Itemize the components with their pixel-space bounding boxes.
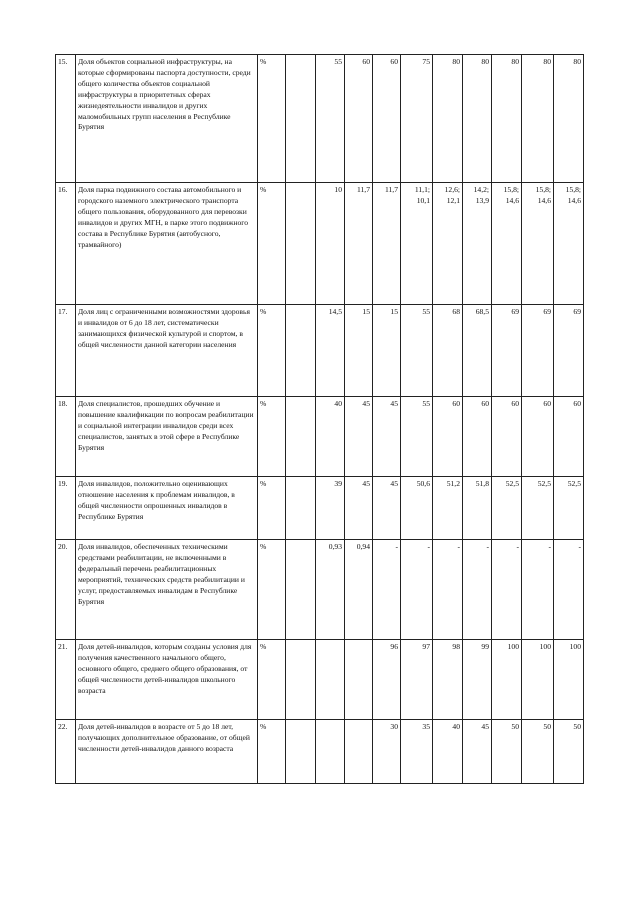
value-cell	[345, 720, 373, 784]
value-cell: 97	[401, 640, 433, 720]
value-cell: 60	[373, 55, 401, 183]
value-cell: 50	[492, 720, 522, 784]
value-cell: -	[522, 540, 554, 640]
value-cell: 100	[522, 640, 554, 720]
value-cell: 14,5	[316, 305, 345, 397]
value-cell: 15,8; 14,6	[522, 183, 554, 305]
value-cell: 11,7	[373, 183, 401, 305]
value-cell: 40	[433, 720, 463, 784]
value-cell: 60	[554, 397, 584, 477]
unit-cell: %	[258, 397, 286, 477]
row-number: 16.	[56, 183, 76, 305]
value-cell: 68	[433, 305, 463, 397]
unit-cell: %	[258, 183, 286, 305]
indicator-name: Доля парка подвижного состава автомобильного и городского наземного электрического транспорта общего пользования, оборудованного для перевозки инвалидов и других МГН, в парке этого подвижного состава в Республике Бурятия (автобусного, трамвайного)	[76, 183, 258, 305]
value-cell: 55	[316, 55, 345, 183]
table-row	[56, 183, 584, 305]
row-number: 19.	[56, 477, 76, 540]
table-row	[56, 720, 584, 784]
value-cell: 0,93	[316, 540, 345, 640]
value-cell: -	[463, 540, 492, 640]
indicator-name: Доля специалистов, прошедших обучение и повышение квалификации по вопросам реабилитации и социальной интеграции инвалидов среди всех специалистов, занятых в этой сфере в Республике Бурятия	[76, 397, 258, 477]
value-cell: 45	[463, 720, 492, 784]
value-cell: 15	[373, 305, 401, 397]
table-row	[56, 540, 584, 640]
value-cell: 80	[492, 55, 522, 183]
value-cell	[316, 640, 345, 720]
value-cell: 68,5	[463, 305, 492, 397]
table-row	[56, 397, 584, 477]
indicator-name: Доля детей-инвалидов, которым созданы условия для получения качественного начального общего, основного общего, среднего общего образования, от общей численности детей-инвалидов школьного возраста	[76, 640, 258, 720]
value-cell: 45	[373, 397, 401, 477]
value-cell: 51,8	[463, 477, 492, 540]
value-cell: 80	[433, 55, 463, 183]
value-cell: 39	[316, 477, 345, 540]
value-cell: 50	[522, 720, 554, 784]
indicator-name: Доля детей-инвалидов в возрасте от 5 до 18 лет, получающих дополнительное образование, от общей численности детей-инвалидов данного возраста	[76, 720, 258, 784]
value-cell: -	[492, 540, 522, 640]
table-row	[56, 305, 584, 397]
value-cell: 30	[373, 720, 401, 784]
row-number: 22.	[56, 720, 76, 784]
value-cell	[286, 55, 316, 183]
value-cell: 96	[373, 640, 401, 720]
value-cell: 98	[433, 640, 463, 720]
value-cell	[286, 305, 316, 397]
value-cell: 10	[316, 183, 345, 305]
row-number: 18.	[56, 397, 76, 477]
value-cell: 11,7	[345, 183, 373, 305]
row-number: 17.	[56, 305, 76, 397]
value-cell	[286, 540, 316, 640]
value-cell: 45	[345, 477, 373, 540]
value-cell	[286, 720, 316, 784]
value-cell: 11,1; 10,1	[401, 183, 433, 305]
value-cell: 60	[433, 397, 463, 477]
value-cell: 45	[373, 477, 401, 540]
indicator-name: Доля объектов социальной инфраструктуры, на которые сформированы паспорта доступности, среди общего количества объектов социальной инфраструктуры в приоритетных сферах жизнедеятельности инвалидов и других маломобильных групп населения в Республике Бурятия	[76, 55, 258, 183]
value-cell	[345, 640, 373, 720]
value-cell: 12,6; 12,1	[433, 183, 463, 305]
value-cell: -	[373, 540, 401, 640]
row-number: 20.	[56, 540, 76, 640]
value-cell: 60	[492, 397, 522, 477]
value-cell: 52,5	[492, 477, 522, 540]
value-cell: 60	[463, 397, 492, 477]
value-cell: 99	[463, 640, 492, 720]
value-cell	[286, 183, 316, 305]
unit-cell: %	[258, 720, 286, 784]
value-cell: 51,2	[433, 477, 463, 540]
value-cell: -	[401, 540, 433, 640]
value-cell: 60	[522, 397, 554, 477]
value-cell: 69	[554, 305, 584, 397]
value-cell: 15,8; 14,6	[554, 183, 584, 305]
value-cell: 0,94	[345, 540, 373, 640]
value-cell: 80	[463, 55, 492, 183]
value-cell: 55	[401, 397, 433, 477]
table-row	[56, 640, 584, 720]
indicators-table	[55, 54, 584, 784]
value-cell: 15	[345, 305, 373, 397]
value-cell: 100	[492, 640, 522, 720]
value-cell: 52,5	[522, 477, 554, 540]
unit-cell: %	[258, 477, 286, 540]
indicator-name: Доля инвалидов, положительно оценивающих отношение населения к проблемам инвалидов, в общей численности опрошенных инвалидов в Республике Бурятия	[76, 477, 258, 540]
unit-cell: %	[258, 55, 286, 183]
value-cell: -	[433, 540, 463, 640]
value-cell: 75	[401, 55, 433, 183]
value-cell	[316, 720, 345, 784]
value-cell: 80	[522, 55, 554, 183]
unit-cell: %	[258, 640, 286, 720]
value-cell	[286, 640, 316, 720]
value-cell: 40	[316, 397, 345, 477]
row-number: 15.	[56, 55, 76, 183]
value-cell: 50,6	[401, 477, 433, 540]
value-cell: 15,8; 14,6	[492, 183, 522, 305]
value-cell: 69	[492, 305, 522, 397]
value-cell	[286, 397, 316, 477]
table-row	[56, 477, 584, 540]
row-number: 21.	[56, 640, 76, 720]
value-cell: -	[554, 540, 584, 640]
value-cell: 80	[554, 55, 584, 183]
value-cell: 52,5	[554, 477, 584, 540]
table-row	[56, 55, 584, 183]
unit-cell: %	[258, 305, 286, 397]
value-cell: 50	[554, 720, 584, 784]
value-cell: 60	[345, 55, 373, 183]
value-cell	[286, 477, 316, 540]
value-cell: 14,2; 13,9	[463, 183, 492, 305]
value-cell: 35	[401, 720, 433, 784]
value-cell: 55	[401, 305, 433, 397]
indicator-name: Доля лиц с ограниченными возможностями здоровья и инвалидов от 6 до 18 лет, систематически занимающихся физической культурой и спортом, в общей численности данной категории населения	[76, 305, 258, 397]
value-cell: 100	[554, 640, 584, 720]
unit-cell: %	[258, 540, 286, 640]
value-cell: 45	[345, 397, 373, 477]
value-cell: 69	[522, 305, 554, 397]
indicator-name: Доля инвалидов, обеспеченных техническими средствами реабилитации, не включенными в федеральный перечень реабилитационных мероприятий, технических средств реабилитации и услуг, предоставляемых инвалидам в Республике Бурятия	[76, 540, 258, 640]
